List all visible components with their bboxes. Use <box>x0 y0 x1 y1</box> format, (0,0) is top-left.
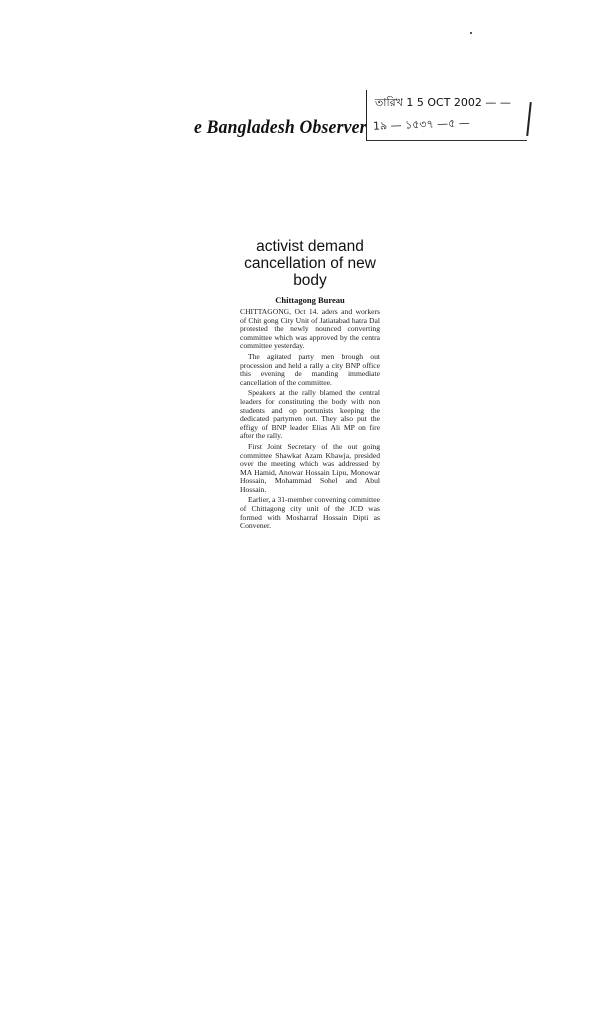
speck <box>470 32 472 34</box>
article-byline: Chittagong Bureau <box>275 295 345 305</box>
article-paragraph: Earlier, a 31-member convening committee of Chittagong city unit of the JCD was formed with Mosharraf Hossain Dipti as Convener. <box>240 495 380 531</box>
article-paragraph: Speakers at the rally blamed the central leaders for constituting the body with non students and op portunists keeping the dedicated partymen out. They also put the effigy of BNP leader Elias Ali MP on fire after the rally. <box>240 388 380 441</box>
news-article <box>240 238 380 533</box>
newspaper-masthead: e Bangladesh Observer <box>194 117 367 138</box>
stamp-border-mark <box>526 102 531 136</box>
stamp-handwritten-line: 1৯ — ১৫৩৭ —৫ — <box>372 116 471 133</box>
article-headline: activist demand cancellation of new body <box>244 238 376 289</box>
article-paragraph: CHITTAGONG, Oct 14. aders and workers of Chit gong City Unit of Jatiatabad hatra Dal protested the newly nounced converting committee which was approved by the centra committee yesterday. <box>240 307 380 351</box>
article-paragraph: The agitated party men brough out procession and held a rally a city BNP office this evening de manding immediate cancellation of the committee. <box>240 351 380 387</box>
article-paragraph: First Joint Secretary of the out going committee Shawkat Azam Khawja, presided over the meeting which was addressed by MA Hamid, Anowar Hossain Lipu, Monowar Hossain, Mohammad Sohel and Abul Hossain. <box>240 441 380 494</box>
stamp-date-line: তারিখ 1 5 OCT 2002 — — <box>375 96 511 109</box>
date-stamp <box>366 90 527 141</box>
